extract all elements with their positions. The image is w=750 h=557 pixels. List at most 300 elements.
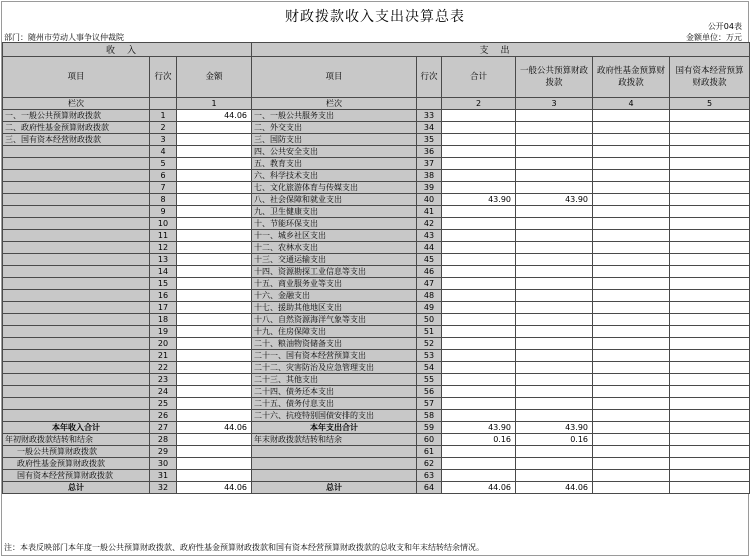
expense-gov-fund[interactable] <box>593 230 670 242</box>
sub-general-state-capital[interactable] <box>670 446 750 458</box>
year-expense-total-label: 本年支出合计 <box>252 422 417 434</box>
expense-row-no: 45 <box>417 254 442 266</box>
year-income-total-no: 27 <box>150 422 177 434</box>
expense-gov-fund[interactable] <box>593 182 670 194</box>
expense-general[interactable] <box>516 218 593 230</box>
expense-gov-fund[interactable] <box>593 206 670 218</box>
expense-gov-fund[interactable] <box>593 158 670 170</box>
expense-general[interactable] <box>516 230 593 242</box>
expense-item: 十九、住房保障支出 <box>252 326 417 338</box>
income-amount[interactable] <box>177 182 252 194</box>
expense-item: 二十四、债务还本支出 <box>252 386 417 398</box>
expense-row-no: 56 <box>417 386 442 398</box>
sub-state-capital-general[interactable] <box>516 470 593 482</box>
expense-item: 十二、农林水支出 <box>252 242 417 254</box>
sub-gov-fund-expense-label <box>252 458 417 470</box>
table-row <box>3 182 750 194</box>
income-item <box>3 302 150 314</box>
sub-gov-fund-gov-fund[interactable] <box>593 458 670 470</box>
expense-item: 三、国防支出 <box>252 134 417 146</box>
sub-general-gov-fund[interactable] <box>593 446 670 458</box>
expense-general[interactable] <box>516 314 593 326</box>
expense-total[interactable] <box>442 242 516 254</box>
expense-row-no: 47 <box>417 278 442 290</box>
expense-item: 一、一般公共服务支出 <box>252 110 417 122</box>
expense-total[interactable] <box>442 374 516 386</box>
end-balance-no: 60 <box>417 434 442 446</box>
expense-gov-fund[interactable] <box>593 302 670 314</box>
sub-state-capital-expense-no: 63 <box>417 470 442 482</box>
income-amount[interactable] <box>177 194 252 206</box>
expense-row-no: 41 <box>417 206 442 218</box>
income-amount[interactable] <box>177 230 252 242</box>
table-row <box>3 230 750 242</box>
income-amount[interactable] <box>177 122 252 134</box>
grand-total-expense-state-capital[interactable] <box>670 482 750 494</box>
expense-row-no: 33 <box>417 110 442 122</box>
expense-gov-fund[interactable] <box>593 362 670 374</box>
expense-state-capital[interactable] <box>670 398 750 410</box>
expense-total[interactable] <box>442 278 516 290</box>
year-expense-state-capital-amount[interactable] <box>670 422 750 434</box>
expense-gov-fund[interactable] <box>593 254 670 266</box>
income-item <box>3 338 150 350</box>
income-row-no: 10 <box>150 218 177 230</box>
expense-gov-fund[interactable] <box>593 170 670 182</box>
income-row-no: 19 <box>150 326 177 338</box>
expense-row-no: 34 <box>417 122 442 134</box>
expense-total[interactable] <box>442 158 516 170</box>
expense-gov-fund[interactable] <box>593 398 670 410</box>
sub-state-capital-total[interactable] <box>442 470 516 482</box>
expense-row-no: 55 <box>417 374 442 386</box>
table-row <box>3 218 750 230</box>
expense-total[interactable]: 43.90 <box>442 194 516 206</box>
year-income-total-amount[interactable]: 44.06 <box>177 422 252 434</box>
col-header-item: 项目 <box>3 57 150 98</box>
expense-item: 十三、交通运输支出 <box>252 254 417 266</box>
end-balance-label: 年末财政拨款结转和结余 <box>252 434 417 446</box>
income-amount[interactable] <box>177 290 252 302</box>
table-row <box>3 302 750 314</box>
expense-item: 十六、金融支出 <box>252 290 417 302</box>
col-header-item-expense: 项目 <box>252 57 417 98</box>
expense-item: 十七、援助其他地区支出 <box>252 302 417 314</box>
grand-total-expense-total[interactable]: 44.06 <box>442 482 516 494</box>
expense-general[interactable] <box>516 122 593 134</box>
expense-row-no: 40 <box>417 194 442 206</box>
income-row-no: 5 <box>150 158 177 170</box>
expense-state-capital[interactable] <box>670 314 750 326</box>
expense-gov-fund[interactable] <box>593 410 670 422</box>
expense-total[interactable] <box>442 326 516 338</box>
begin-balance-no: 28 <box>150 434 177 446</box>
expense-gov-fund[interactable] <box>593 194 670 206</box>
expense-gov-fund[interactable] <box>593 242 670 254</box>
year-expense-gov-fund-amount[interactable] <box>593 422 670 434</box>
income-item <box>3 290 150 302</box>
income-row-no: 3 <box>150 134 177 146</box>
income-row-no: 24 <box>150 386 177 398</box>
col-number-3: 3 <box>516 98 593 110</box>
expense-total[interactable] <box>442 218 516 230</box>
expense-item: 二十、粮油物资储备支出 <box>252 338 417 350</box>
expense-row-no: 49 <box>417 302 442 314</box>
form-number: 公开04表 <box>707 22 742 31</box>
income-row-no: 7 <box>150 182 177 194</box>
expense-general[interactable] <box>516 134 593 146</box>
expense-total[interactable] <box>442 254 516 266</box>
grand-total-label: 总计 <box>3 482 150 494</box>
expense-total[interactable] <box>442 338 516 350</box>
expense-row-no: 44 <box>417 242 442 254</box>
expense-gov-fund[interactable] <box>593 278 670 290</box>
col-header-state-capital: 国有资本经营预算财政拨款 <box>670 57 750 98</box>
expense-gov-fund[interactable] <box>593 122 670 134</box>
income-amount[interactable] <box>177 278 252 290</box>
income-amount[interactable] <box>177 362 252 374</box>
sub-general-general[interactable] <box>516 446 593 458</box>
expense-general[interactable] <box>516 338 593 350</box>
expense-general[interactable] <box>516 242 593 254</box>
expense-state-capital[interactable] <box>670 374 750 386</box>
sub-general-amount[interactable] <box>177 446 252 458</box>
income-row-no: 23 <box>150 374 177 386</box>
expense-state-capital[interactable] <box>670 386 750 398</box>
expense-total[interactable] <box>442 386 516 398</box>
end-balance-general[interactable]: 0.16 <box>516 434 593 446</box>
page-title: 财政拨款收入支出决算总表 <box>285 9 465 25</box>
income-row-no: 16 <box>150 290 177 302</box>
expense-state-capital[interactable] <box>670 350 750 362</box>
table-row <box>3 158 750 170</box>
income-item <box>3 158 150 170</box>
expense-general[interactable] <box>516 206 593 218</box>
expense-state-capital[interactable] <box>670 266 750 278</box>
footnote: 注：本表反映部门本年度一般公共预算财政拨款、政府性基金预算财政拨款和国有资本经营预算财政拨款的总收支和年末结转结余情况。 <box>4 543 484 552</box>
end-balance-total[interactable]: 0.16 <box>442 434 516 446</box>
income-amount[interactable] <box>177 242 252 254</box>
section-expense-header: 支出 <box>252 43 750 57</box>
grand-total-amount[interactable]: 44.06 <box>177 482 252 494</box>
expense-row-no: 48 <box>417 290 442 302</box>
expense-state-capital[interactable] <box>670 122 750 134</box>
income-amount[interactable] <box>177 338 252 350</box>
income-amount[interactable]: 44.06 <box>177 110 252 122</box>
sub-gov-fund-total[interactable] <box>442 458 516 470</box>
income-item <box>3 314 150 326</box>
col-number-5: 5 <box>670 98 750 110</box>
income-amount[interactable] <box>177 398 252 410</box>
expense-state-capital[interactable] <box>670 290 750 302</box>
expense-gov-fund[interactable] <box>593 218 670 230</box>
table-row <box>3 134 750 146</box>
income-amount[interactable] <box>177 350 252 362</box>
expense-total[interactable] <box>442 314 516 326</box>
expense-total[interactable] <box>442 110 516 122</box>
table-row <box>3 350 750 362</box>
expense-total[interactable] <box>442 230 516 242</box>
sub-general-total[interactable] <box>442 446 516 458</box>
expense-row-no: 46 <box>417 266 442 278</box>
expense-item: 八、社会保障和就业支出 <box>252 194 417 206</box>
expense-state-capital[interactable] <box>670 410 750 422</box>
income-row-no: 8 <box>150 194 177 206</box>
table-row <box>3 194 750 206</box>
expense-item: 七、文化旅游体育与传媒支出 <box>252 182 417 194</box>
income-row-no: 9 <box>150 206 177 218</box>
sub-general-expense-no: 61 <box>417 446 442 458</box>
income-amount[interactable] <box>177 158 252 170</box>
income-row-no: 1 <box>150 110 177 122</box>
sub-state-capital-expense-label <box>252 470 417 482</box>
expense-state-capital[interactable] <box>670 338 750 350</box>
expense-gov-fund[interactable] <box>593 386 670 398</box>
expense-gov-fund[interactable] <box>593 314 670 326</box>
income-amount[interactable] <box>177 206 252 218</box>
expense-total[interactable] <box>442 146 516 158</box>
expense-total[interactable] <box>442 290 516 302</box>
expense-item: 二、外交支出 <box>252 122 417 134</box>
expense-state-capital[interactable] <box>670 278 750 290</box>
expense-row-no: 42 <box>417 218 442 230</box>
expense-state-capital[interactable] <box>670 110 750 122</box>
sub-gov-fund-no: 30 <box>150 458 177 470</box>
table-row <box>3 266 750 278</box>
income-item <box>3 206 150 218</box>
expense-total[interactable] <box>442 206 516 218</box>
income-item <box>3 398 150 410</box>
expense-state-capital[interactable] <box>670 182 750 194</box>
expense-gov-fund[interactable] <box>593 374 670 386</box>
end-balance-state-capital[interactable] <box>670 434 750 446</box>
income-row-no: 12 <box>150 242 177 254</box>
income-amount[interactable] <box>177 314 252 326</box>
expense-total[interactable] <box>442 134 516 146</box>
expense-row-no: 54 <box>417 362 442 374</box>
begin-balance-amount[interactable] <box>177 434 252 446</box>
grand-total-expense-label: 总计 <box>252 482 417 494</box>
income-row-no: 6 <box>150 170 177 182</box>
income-row-no: 2 <box>150 122 177 134</box>
income-amount[interactable] <box>177 326 252 338</box>
expense-general[interactable] <box>516 278 593 290</box>
expense-item: 二十六、抗疫特别国债安排的支出 <box>252 410 417 422</box>
expense-gov-fund[interactable] <box>593 266 670 278</box>
income-row-no: 25 <box>150 398 177 410</box>
expense-item: 十八、自然资源海洋气象等支出 <box>252 314 417 326</box>
expense-gov-fund[interactable] <box>593 326 670 338</box>
expense-general[interactable] <box>516 374 593 386</box>
income-amount[interactable] <box>177 410 252 422</box>
expense-row-no: 58 <box>417 410 442 422</box>
expense-item: 二十三、其他支出 <box>252 374 417 386</box>
table-row <box>3 410 750 422</box>
expense-row-no: 35 <box>417 134 442 146</box>
sub-state-capital-gov-fund[interactable] <box>593 470 670 482</box>
col-header-total: 合计 <box>442 57 516 98</box>
sub-gov-fund-amount[interactable] <box>177 458 252 470</box>
table-row <box>3 206 750 218</box>
income-amount[interactable] <box>177 146 252 158</box>
income-row-no: 13 <box>150 254 177 266</box>
income-item <box>3 182 150 194</box>
table-row <box>3 362 750 374</box>
expense-general[interactable] <box>516 302 593 314</box>
expense-state-capital[interactable] <box>670 134 750 146</box>
expense-item: 十四、资源勘探工业信息等支出 <box>252 266 417 278</box>
expense-item: 十五、商业服务业等支出 <box>252 278 417 290</box>
table-row <box>3 122 750 134</box>
table-row <box>3 290 750 302</box>
expense-general[interactable] <box>516 266 593 278</box>
income-item <box>3 254 150 266</box>
expense-total[interactable] <box>442 350 516 362</box>
income-item <box>3 242 150 254</box>
year-expense-total-no: 59 <box>417 422 442 434</box>
grand-total-expense-gov-fund[interactable] <box>593 482 670 494</box>
expense-gov-fund[interactable] <box>593 290 670 302</box>
income-amount[interactable] <box>177 386 252 398</box>
sub-state-capital-amount[interactable] <box>177 470 252 482</box>
table-row <box>3 374 750 386</box>
income-amount[interactable] <box>177 254 252 266</box>
income-item <box>3 278 150 290</box>
expense-gov-fund[interactable] <box>593 110 670 122</box>
expense-general[interactable] <box>516 254 593 266</box>
sub-gov-fund-general[interactable] <box>516 458 593 470</box>
expense-gov-fund[interactable] <box>593 146 670 158</box>
expense-row-no: 51 <box>417 326 442 338</box>
expense-state-capital[interactable] <box>670 158 750 170</box>
expense-item: 二十二、灾害防治及应急管理支出 <box>252 362 417 374</box>
sub-gov-fund-state-capital[interactable] <box>670 458 750 470</box>
expense-state-capital[interactable] <box>670 254 750 266</box>
expense-general[interactable] <box>516 350 593 362</box>
income-item: 一、一般公共预算财政拨款 <box>3 110 150 122</box>
expense-state-capital[interactable] <box>670 362 750 374</box>
income-item <box>3 350 150 362</box>
expense-item: 十、节能环保支出 <box>252 218 417 230</box>
expense-total[interactable] <box>442 170 516 182</box>
income-item <box>3 218 150 230</box>
table-row <box>3 146 750 158</box>
sub-state-capital-state-capital[interactable] <box>670 470 750 482</box>
expense-total[interactable] <box>442 410 516 422</box>
expense-state-capital[interactable] <box>670 206 750 218</box>
expense-general[interactable] <box>516 182 593 194</box>
expense-total[interactable] <box>442 398 516 410</box>
expense-total[interactable] <box>442 182 516 194</box>
expense-general[interactable]: 43.90 <box>516 194 593 206</box>
income-item <box>3 410 150 422</box>
expense-general[interactable] <box>516 290 593 302</box>
budget-table <box>2 42 750 494</box>
grand-total-no: 32 <box>150 482 177 494</box>
expense-row-no: 38 <box>417 170 442 182</box>
expense-state-capital[interactable] <box>670 302 750 314</box>
year-expense-total-amount[interactable]: 43.90 <box>442 422 516 434</box>
income-amount[interactable] <box>177 218 252 230</box>
income-row-no: 17 <box>150 302 177 314</box>
expense-general[interactable] <box>516 326 593 338</box>
table-row <box>3 314 750 326</box>
income-item <box>3 386 150 398</box>
income-amount[interactable] <box>177 374 252 386</box>
expense-state-capital[interactable] <box>670 146 750 158</box>
expense-gov-fund[interactable] <box>593 350 670 362</box>
sub-general-label: 一般公共预算财政拨款 <box>3 446 150 458</box>
col-header-amount: 金额 <box>177 57 252 98</box>
col-header-row-no-expense: 行次 <box>417 57 442 98</box>
grand-total-expense-general[interactable]: 44.06 <box>516 482 593 494</box>
expense-general[interactable] <box>516 410 593 422</box>
end-balance-gov-fund[interactable] <box>593 434 670 446</box>
income-item <box>3 266 150 278</box>
income-amount[interactable] <box>177 134 252 146</box>
expense-general[interactable] <box>516 170 593 182</box>
sub-gov-fund-expense-no: 62 <box>417 458 442 470</box>
col-number-2: 2 <box>442 98 516 110</box>
expense-row-no: 36 <box>417 146 442 158</box>
expense-item: 六、科学技术支出 <box>252 170 417 182</box>
income-item <box>3 362 150 374</box>
expense-general[interactable] <box>516 362 593 374</box>
income-row-no: 4 <box>150 146 177 158</box>
table-row <box>3 398 750 410</box>
income-item: 三、国有资本经营财政拨款 <box>3 134 150 146</box>
expense-state-capital[interactable] <box>670 218 750 230</box>
income-amount[interactable] <box>177 266 252 278</box>
col-header-gov-fund: 政府性基金预算财政拨款 <box>593 57 670 98</box>
income-row-no: 15 <box>150 278 177 290</box>
expense-general[interactable] <box>516 398 593 410</box>
expense-state-capital[interactable] <box>670 326 750 338</box>
expense-general[interactable] <box>516 158 593 170</box>
sub-general-expense-label <box>252 446 417 458</box>
sub-state-capital-no: 31 <box>150 470 177 482</box>
expense-state-capital[interactable] <box>670 242 750 254</box>
expense-state-capital[interactable] <box>670 170 750 182</box>
table-body <box>3 110 750 422</box>
expense-state-capital[interactable] <box>670 194 750 206</box>
grand-total-expense-no: 64 <box>417 482 442 494</box>
income-amount[interactable] <box>177 302 252 314</box>
expense-total[interactable] <box>442 266 516 278</box>
expense-general[interactable] <box>516 110 593 122</box>
expense-row-no: 39 <box>417 182 442 194</box>
table-row <box>3 242 750 254</box>
expense-total[interactable] <box>442 362 516 374</box>
year-income-total-label: 本年收入合计 <box>3 422 150 434</box>
sub-general-no: 29 <box>150 446 177 458</box>
expense-general[interactable] <box>516 386 593 398</box>
income-amount[interactable] <box>177 170 252 182</box>
expense-general[interactable] <box>516 146 593 158</box>
table-row <box>3 110 750 122</box>
year-expense-general-amount[interactable]: 43.90 <box>516 422 593 434</box>
expense-total[interactable] <box>442 302 516 314</box>
col-number-blank <box>150 98 177 110</box>
income-row-no: 18 <box>150 314 177 326</box>
expense-item: 四、公共安全支出 <box>252 146 417 158</box>
expense-item: 五、教育支出 <box>252 158 417 170</box>
expense-gov-fund[interactable] <box>593 134 670 146</box>
expense-total[interactable] <box>442 122 516 134</box>
expense-state-capital[interactable] <box>670 230 750 242</box>
col-header-row-no: 行次 <box>150 57 177 98</box>
expense-gov-fund[interactable] <box>593 338 670 350</box>
